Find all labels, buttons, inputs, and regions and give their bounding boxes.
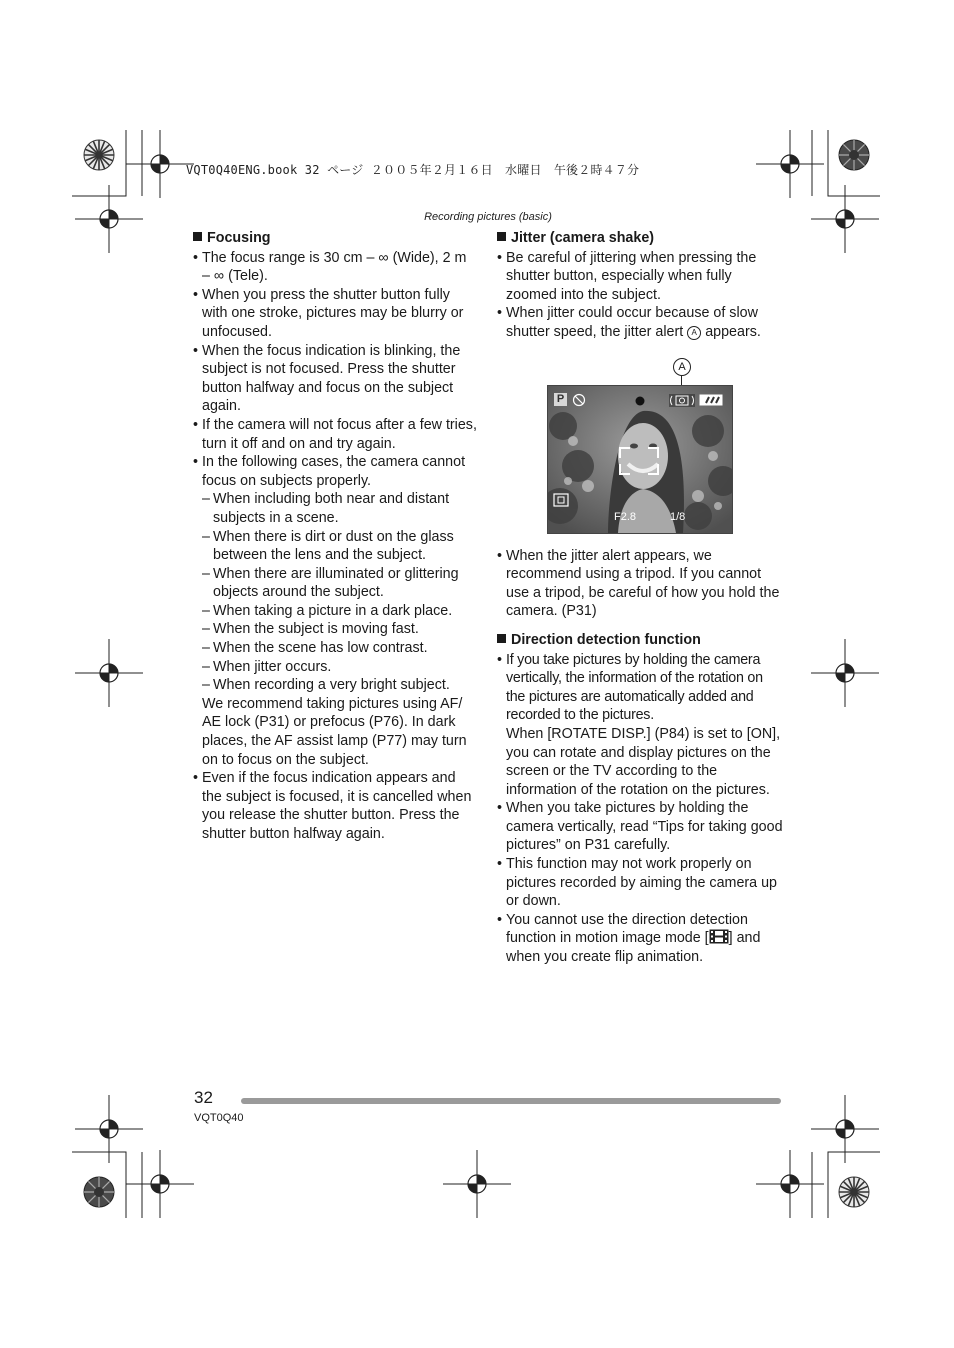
direction-note: When [ROTATE DISP.] (P84) is set to [ON], you can rotate and display pictures on the screen or the TV according to the information of the rotation on the pictures. <box>506 725 781 798</box>
list-item: • The focus range is 30 cm – ∞ (Wide), 2 m – ∞ (Tele). <box>193 249 478 286</box>
square-bullet-icon <box>497 232 506 241</box>
focusing-heading: Focusing <box>193 229 478 248</box>
list-item: – When there is dirt or dust on the glass between the lens and the subject. <box>202 528 478 565</box>
list-item: • You cannot use the direction detection function in motion image mode [ ] and when you create flip animation. <box>497 911 785 967</box>
jitter-list <box>497 249 785 342</box>
list-item: – When jitter occurs. <box>202 658 478 677</box>
list-item: • When the focus indication is blinking, the subject is not focused. Press the shutter button halfway and focus on the subject again. <box>193 342 478 416</box>
square-bullet-icon <box>497 634 506 643</box>
direction-heading: Direction detection function <box>497 631 785 650</box>
list-item: • In the following cases, the camera cannot focus on subjects properly. – When including both near and distant subjects in a scene. – When there is dirt or dust on the glass between the lens and the subject. – When there are illuminated or glittering objects around the subject. – When taking a picture in a dark place. – When the subject is moving fast. – When the scene has low contrast. – When jitter occurs. – When recording a very bright subject. We recommend taking pictures using AF/ AE lock (P31) or prefocus (P76). In dark places, the AF assist lamp (P77) may turn on to focus on the subject. <box>193 453 478 769</box>
footer-rule <box>241 1098 781 1104</box>
list-item: • When you press the shutter button fully with one stroke, pictures may be blurry or unfocused. <box>193 286 478 342</box>
focusing-list <box>193 249 478 844</box>
list-item: – When there are illuminated or glittering objects around the subject. <box>202 565 478 602</box>
circled-a-marker: A <box>687 326 701 340</box>
callout-a-label: A <box>673 358 691 376</box>
print-file-header: VQT0Q40ENG.book 32 ページ ２００５年２月１６日 水曜日 午後２時４７分 <box>186 163 640 177</box>
list-item: – When the subject is moving fast. <box>202 620 478 639</box>
motion-image-icon <box>709 929 729 944</box>
shutter-speed-value: 1/8 <box>670 511 686 523</box>
list-item: • Even if the focus indication appears and the subject is focused, it is cancelled when you release the shutter button. Press the shutter button halfway again. <box>193 769 478 843</box>
list-item: – When including both near and distant subjects in a scene. <box>202 490 478 527</box>
list-item: • When jitter could occur because of slow shutter speed, the jitter alert A appears. <box>497 304 785 341</box>
running-head: Recording pictures (basic) <box>424 211 552 223</box>
jitter-section <box>497 229 785 967</box>
document-code: VQT0Q40 <box>194 1112 244 1124</box>
focus-note: We recommend taking pictures using AF/ AE lock (P31) or prefocus (P76). In dark places, the AF assist lamp (P77) may turn on to focus on the subject. <box>202 695 467 768</box>
list-item: • When the jitter alert appears, we recommend using a tripod. If you cannot use a tripod, be careful of how you hold the camera. (P31) <box>497 547 785 621</box>
page-number: 32 <box>194 1088 213 1107</box>
list-item: • When you take pictures by holding the camera vertically, read “Tips for taking good pictures” on P31 carefully. <box>497 799 785 855</box>
list-item: • This function may not work properly on pictures recorded by aiming the camera up or down. <box>497 855 785 911</box>
jitter-heading: Jitter (camera shake) <box>497 229 785 248</box>
portrait-photo <box>548 386 732 533</box>
square-bullet-icon <box>193 232 202 241</box>
list-item: – When the scene has low contrast. <box>202 639 478 658</box>
list-item: • Be careful of jittering when pressing the shutter button, especially when fully zoomed into the subject. <box>497 249 785 305</box>
program-mode-indicator: P <box>554 393 567 406</box>
focusing-section <box>193 229 478 844</box>
list-item: • If the camera will not focus after a few tries, turn it off and on and try again. <box>193 416 478 453</box>
list-item: – When recording a very bright subject. <box>202 676 478 695</box>
focus-cases-list <box>202 490 478 695</box>
lcd-screen-figure <box>547 385 733 534</box>
list-item: • If you take pictures by holding the camera vertically, the information of the rotation on the pictures are automatically added and recorded to the pictures. When [ROTATE DISP.] (P84) is set to [ON], you can rotate and display pictures on the screen or the TV according to the information of the rotation on the pictures. <box>497 651 785 800</box>
direction-list <box>497 651 785 967</box>
jitter-list-2 <box>497 547 785 621</box>
list-item: – When taking a picture in a dark place. <box>202 602 478 621</box>
aperture-value: F2.8 <box>614 511 637 523</box>
